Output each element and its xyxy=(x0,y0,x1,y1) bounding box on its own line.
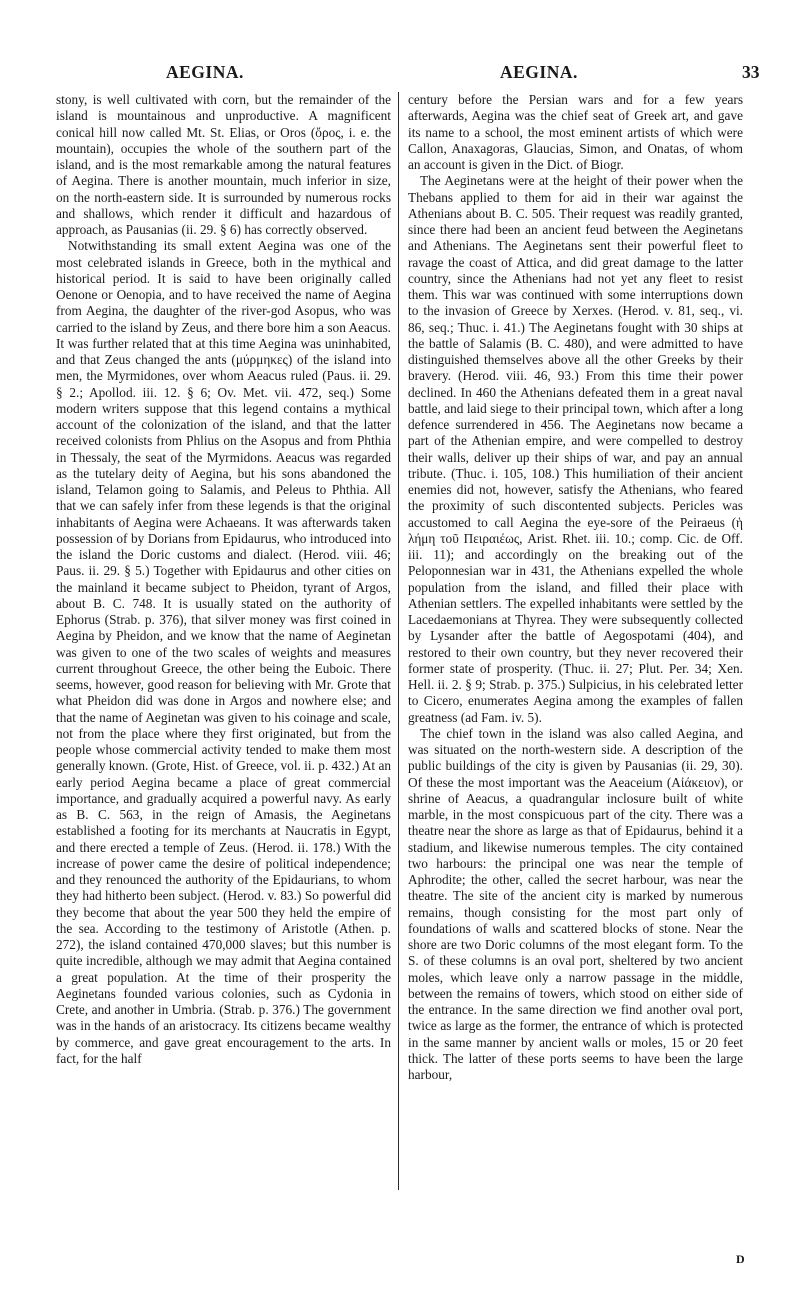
page-number: 33 xyxy=(742,62,760,82)
running-header xyxy=(0,62,800,86)
left-paragraph-1: stony, is well cultivated with corn, but the remainder of the island is mountainous and unproductive. A magnificent conical hill now called Mt. St. Elias, or Oros (ὄρος, i. e. the mountain), occupies the whole of the southern part of the island, and is the most remarkable among the natural features of Aegina. There is another mountain, much inferior in size, on the north-eastern side. It is surrounded by numerous rocks and shallows, which render it difficult and hazardous of approach, as Pausanias (ii. 29. § 6) has correctly observed. xyxy=(56,92,391,237)
left-running-title: AEGINA. xyxy=(166,62,244,82)
column-divider xyxy=(398,92,399,1190)
right-column xyxy=(408,92,743,1252)
left-column xyxy=(56,92,391,1252)
right-paragraph-1: century before the Persian wars and for a few years afterwards, Aegina was the chief seat of Greek art, and gave its name to a school, the most eminent artists of which were Callon, Anaxagoras, Glaucias, Simon, and Onatas, of whom an account is given in the Dict. of Biogr. xyxy=(408,92,743,172)
right-paragraph-2: The Aeginetans were at the height of their power when the Thebans applied to them for aid in their war against the Athenians about B. C. 505. Their request was readily granted, since there had been an ancient feud between the Aeginetans and Athenians. The Aeginetans sent their powerful fleet to ravage the coast of Attica, and did great damage to the latter country, since the Athenians had not yet any fleet to resist them. This war was continued with some interruptions down to the invasion of Greece by Xerxes. (Herod. v. 81, seq., vi. 86, seq.; Thuc. i. 41.) The Aeginetans fought with 30 ships at the battle of Salamis (B. C. 480), and were admitted to have distinguished themselves above all the other Greeks by their bravery. (Herod. viii. 46, 93.) From this time their power declined. In 460 the Athenians defeated them in a great naval battle, and laid siege to their principal town, which after a long defence surrendered in 456. The Aeginetans now became a part of the Athenian empire, and were compelled to destroy their walls, deliver up their ships of war, and pay an annual tribute. (Thuc. i. 105, 108.) This humiliation of their ancient enemies did not, however, satisfy the Athenians, who feared the proximity of such discontented subjects. Pericles was accustomed to call Aegina the eye-sore of the Peiraeus (ἡ λήμη τοῦ Πειραιέως, Arist. Rhet. iii. 10.; comp. Cic. de Off. iii. 11); and accordingly on the breaking out of the Peloponnesian war in 431, the Athenians expelled the whole population from the island, and filled their place with Athenian settlers. The expelled inhabitants were settled by the Lacedaemonians at Thyrea. They were subsequently collected by Lysander after the battle of Aegospotami (404), and restored to their own country, but they never recovered their former state of prosperity. (Thuc. ii. 27; Plut. Per. 34; Xen. Hell. ii. 2. § 9; Strab. p. 375.) Sulpicius, in his celebrated letter to Cicero, enumerates Aegina among the examples of fallen greatness (ad Fam. iv. 5). xyxy=(408,173,743,725)
right-paragraph-3: The chief town in the island was also called Aegina, and was situated on the north-western side. A description of the public buildings of the city is given by Pausanias (ii. 29, 30). Of these the most important was the Aeaceium (Αἰάκειον), or shrine of Aeacus, a quadrangular inclosure built of white marble, in the most conspicuous part of the city. There was a theatre near the shore as large as that of Epidaurus, behind it a stadium, and likewise numerous temples. The city contained two harbours: the principal one was near the temple of Aphrodite; the other, called the secret harbour, was near the theatre. The site of the ancient city is marked by numerous remains, though consisting for the most part only of foundations of walls and scattered blocks of stone. Near the shore are two Doric columns of the most elegant form. To the S. of these columns is an oval port, sheltered by two ancient moles, which leave only a narrow passage in the middle, between the remains of towers, which stood on either side of the entrance. In the same direction we find another oval port, twice as large as the former, the entrance of which is protected in the same manner by ancient walls or moles, 15 or 20 feet thick. The latter of these ports seems to have been the large harbour, xyxy=(408,725,743,1082)
signature-mark: D xyxy=(736,1252,745,1266)
left-paragraph-2: Notwithstanding its small extent Aegina was one of the most celebrated islands in Greece, both in the mythical and historical period. It is said to have been originally called Oenone or Oenopia, and to have received the name of Aegina from Aegina, the daughter of the river-god Asopus, who was carried to the island by Zeus, and there bore him a son Aeacus. It was further related that at this time Aegina was uninhabited, and that Zeus changed the ants (μύρμηκες) of the island into men, the Myrmidones, over whom Aeacus ruled (Paus. ii. 29. § 2.; Apollod. iii. 12. § 6; Ov. Met. vii. 472, seq.) Some modern writers suppose that this legend contains a mythical account of the colonization of the island, and that the latter received colonists from Phlius on the Asopus and from Phthia in Thessaly, the seat of the Myrmidons. Aeacus was regarded as the tutelary deity of Aegina, but his sons abandoned the island, Telamon going to Salamis, and Peleus to Phthia. All that we can safely infer from these legends is that the original inhabitants of Aegina were Achaeans. It was afterwards taken possession of by Dorians from Epidaurus, who introduced into the island the Doric customs and dialect. (Herod. viii. 46; Paus. ii. 29. § 5.) Together with Epidaurus and other cities on the mainland it became subject to Pheidon, tyrant of Argos, about B. C. 748. It is usually stated on the authority of Ephorus (Strab. p. 376), that silver money was first coined in Aegina by Pheidon, and we know that the name of Aeginetan was given to one of the two scales of weights and measures current throughout Greece, the other being the Euboic. There seems, however, good reason for believing with Mr. Grote that what Pheidon did was done in Argos and nowhere else; and that the name of Aeginetan was given to his coinage and scale, not from the place where they first originated, but from the people whose commercial activity tended to make them most generally known. (Grote, Hist. of Greece, vol. ii. p. 432.) At an early period Aegina became a place of great commercial importance, and gradually acquired a powerful navy. As early as B. C. 563, in the reign of Amasis, the Aeginetans established a footing for its merchants at Naucratis in Egypt, and there erected a temple of Zeus. (Herod. ii. 178.) With the increase of power came the desire of political independence; and they renounced the authority of the Epidaurians, to whom they had hitherto been subject. (Herod. v. 83.) So powerful did they become that about the year 500 they held the empire of the sea. According to the testimony of Aristotle (Athen. p. 272), the island contained 470,000 slaves; but this number is quite incredible, although we may admit that Aegina contained a great population. At the time of their prosperity the Aeginetans founded various colonies, such as Cydonia in Crete, and another in Umbria. (Strab. p. 376.) The government was in the hands of an aristocracy. Its citizens became wealthy by commerce, and gave great encouragement to the arts. In fact, for the half xyxy=(56,238,391,1066)
right-running-title: AEGINA. xyxy=(500,62,578,82)
